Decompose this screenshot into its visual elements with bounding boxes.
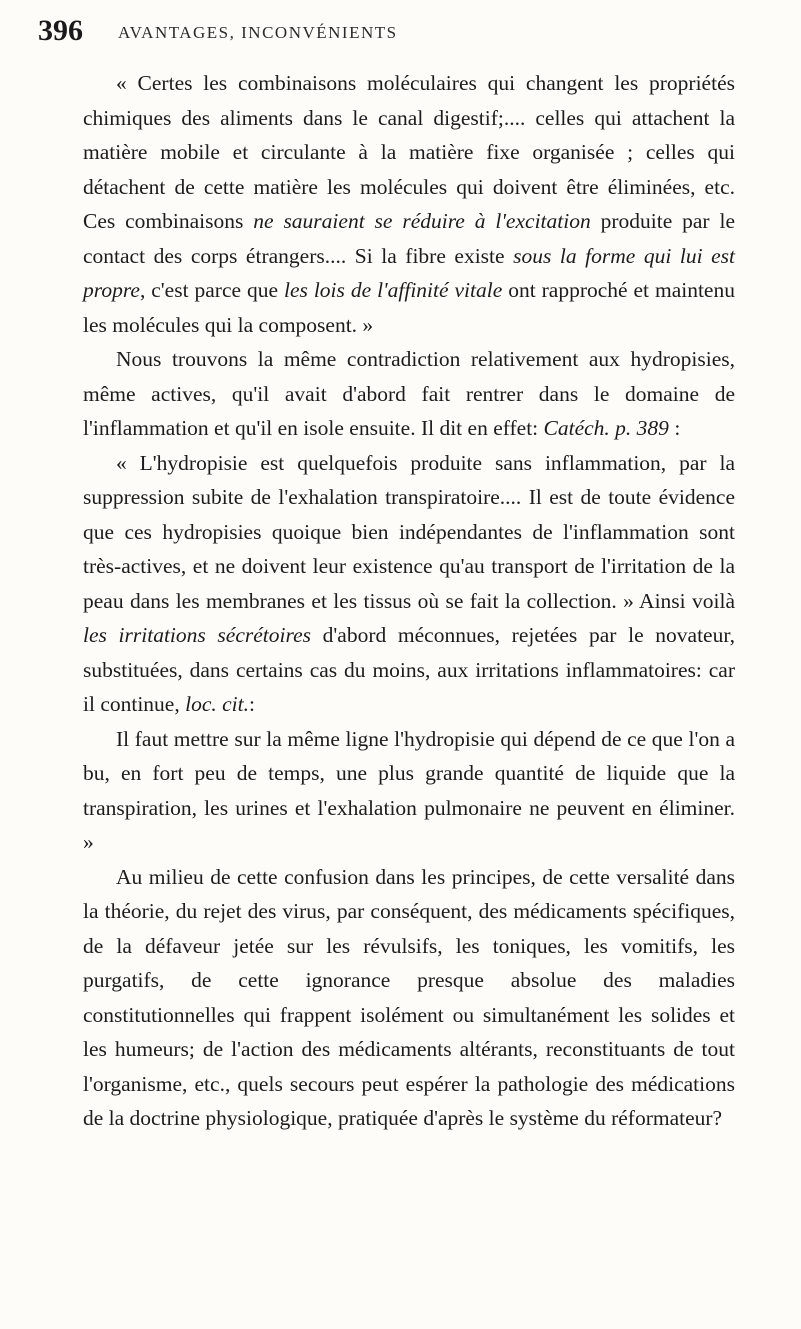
- text-run: Au milieu de cette confusion dans les principes, de cette versalité dans la théorie, du rejet des virus, par conséquent, des médicaments spécifiques, de la défaveur jetée sur les révulsifs, les toniques, les vomitifs, les purgatifs, de cette ignorance presque absolue des maladies constitutionnelles qui frappent isolément ou simultanément les solides et les humeurs; de l'action des médicaments altérants, reconstituants de tout l'organisme, etc., quels secours peut espérer la pathologie des médications de la doctrine physiologique, pratiquée d'après le système du réformateur?: [83, 864, 735, 1130]
- text-run: produite par le contact des corps étrangers.... Si la fibre existe: [83, 209, 735, 268]
- text-run: Nous trouvons la même contradiction relativement aux hydropisies, même actives, qu'il avait d'abord fait rentrer dans le domaine de l'inflammation et qu'il en isole ensuite. Il dit en effet:: [83, 347, 735, 440]
- paragraph: [83, 860, 735, 1136]
- text-run: « L'hydropisie est quelquefois produite sans inflammation, par la suppression subite de l'exhalation transpiratoire.... Il est de toute évidence que ces hydropisies quoique bien indépendantes de l'inflammation sont très-actives, et ne doivent leur existence qu'au transport de l'irritation de la peau dans les membranes et les tissus où se fait la collection. » Ainsi voilà: [83, 450, 735, 613]
- text-run: Il faut mettre sur la même ligne l'hydropisie qui dépend de ce que l'on a bu, en fort peu de temps, une plus grande quantité de liquide que la transpiration, les urines et l'exhalation pulmonaire ne peuvent en éliminer. »: [83, 726, 735, 854]
- paragraph: [83, 66, 735, 342]
- paragraph: [83, 342, 735, 446]
- text-run: :: [249, 692, 255, 716]
- italic-run: sous la forme qui lui est propre: [83, 243, 736, 302]
- body-text: [83, 66, 735, 1136]
- text-run: :: [668, 416, 681, 440]
- page-number: 396: [38, 14, 83, 47]
- italic-run: ne sauraient se réduire à l'excitation: [253, 209, 591, 233]
- italic-run: loc. cit.: [185, 692, 249, 716]
- italic-run: les irritations sécrétoires: [83, 623, 311, 647]
- text-run: d'abord méconnues, rejetées par le novateur, substituées, dans certains cas du moins, aux irritations inflammatoires: car il continue,: [83, 623, 736, 716]
- page-header: [38, 14, 783, 54]
- italic-run: les lois de l'affinité vitale: [283, 278, 503, 302]
- text-run: ont rapproché et maintenu les molécules qui la composent. »: [83, 278, 735, 337]
- paragraph: [83, 446, 735, 722]
- text-run: , c'est parce que: [139, 278, 284, 302]
- text-run: « Certes les combinaisons moléculaires qui changent les propriétés chimiques des aliments dans le canal digestif;.... celles qui attachent la matière mobile et circulante à la matière fixe organisée ; celles qui détachent de cette matière les molécules qui doivent être éliminées, etc. Ces combinaisons: [83, 71, 735, 233]
- paragraph: [83, 722, 735, 860]
- italic-run: Catéch. p. 389: [543, 416, 669, 440]
- running-title: AVANTAGES, INCONVÉNIENTS: [118, 23, 398, 42]
